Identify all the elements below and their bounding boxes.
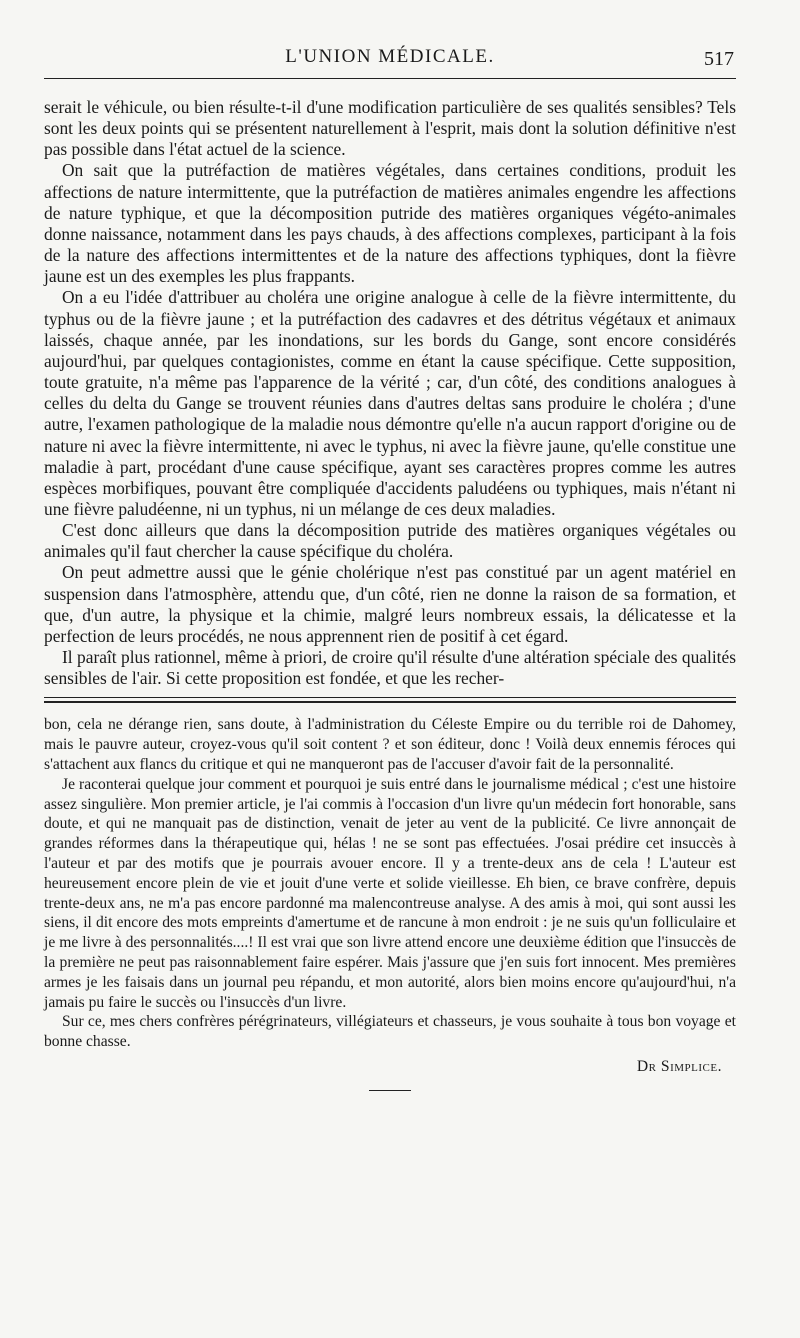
main-text <box>44 97 736 689</box>
header-rule <box>44 78 736 79</box>
page <box>44 40 736 1091</box>
paragraph: On sait que la putréfaction de matières végétales, dans certaines conditions, produit les affections de nature intermittente, que la putréfaction de matières animales engendre les affections de nature typhique, et que la décomposition putride des matières organiques végéto-animales donne naissance, notamment dans les pays chauds, à des affections complexes, participant à la fois de la nature des affections intermittentes et de la nature des affections typhiques, dont la fièvre jaune est un des exemples les plus frappants. <box>44 160 736 287</box>
end-rule <box>369 1090 411 1091</box>
paragraph: C'est donc ailleurs que dans la décomposition putride des matières organiques végétales ou animales qu'il faut chercher la cause spécifique du choléra. <box>44 520 736 562</box>
paragraph: serait le véhicule, ou bien résulte-t-il d'une modification particulière de ses qualités sensibles? Tels sont les deux points qui se présentent naturellement à l'esprit, mais dont la solution définitive n'est pas possible dans l'état actuel de la science. <box>44 97 736 160</box>
footnote-rule <box>44 697 736 703</box>
paragraph: On peut admettre aussi que le génie cholérique n'est pas constitué par un agent matériel en suspension dans l'atmosphère, attendu que, d'un côté, rien ne donne la raison de sa formation, et que, d'un autre, la physique et la chimie, malgré leurs nombreux essais, la délicatesse et la perfection de leurs procédés, ne nous apprennent rien de positif à cet égard. <box>44 562 736 646</box>
signature: Dr Simplice. <box>636 1057 722 1075</box>
page-header <box>44 40 736 76</box>
footnote-paragraph: Sur ce, mes chers confrères pérégrinateurs, villégiateurs et chasseurs, je vous souhaite à tous bon voyage et bonne chasse. <box>44 1013 736 1051</box>
paragraph: Il paraît plus rationnel, même à priori, de croire qu'il résulte d'une altération spéciale des qualités sensibles de l'air. Si cette proposition est fondée, et que les recher- <box>44 647 736 689</box>
paragraph: On a eu l'idée d'attribuer au choléra une origine analogue à celle de la fièvre intermittente, du typhus ou de la fièvre jaune ; et la putréfaction des cadavres et des détritus végétaux et animaux laissés, chaque année, par les inondations, sur les bords du Gange, sont encore considérés aujourd'hui, par quelques contagionistes, comme en étant la cause spécifique. Cette supposition, toute gratuite, n'a même pas l'apparence de la vérité ; car, d'un côté, des conditions analogues à celles du delta du Gange se trouvent réunies dans d'autres deltas sans produire le choléra ; d'une autre, l'examen pathologique de la maladie nous démontre qu'elle n'a aucun rapport d'origine ou de nature ni avec la fièvre intermittente, ni avec le typhus, ni avec la fièvre jaune, qu'elle constitue une maladie à part, procédant d'une cause spécifique, ayant ses caractères propres comme les autres espèces morbifiques, pouvant être compliquée d'accidents paludéens ou typhiques, mais n'étant ni une fièvre paludéenne, ni un typhus, ni un mélange de ces deux maladies. <box>44 287 736 519</box>
running-title: L'UNION MÉDICALE. <box>285 46 495 67</box>
page-number: 517 <box>704 48 734 70</box>
footnote-paragraph: Je raconterai quelque jour comment et pourquoi je suis entré dans le journalisme médical ; c'est une histoire assez singulière. Mon premier article, je l'ai commis à l'occasion d'un livre qu'un médecin fort honorable, sans doute, et qui ne manquait pas de distinction, venait de jeter au vent de la publicité. Ce livre annonçait de grandes réformes dans la thérapeutique qui, hélas ! ne se sont pas effectuées. J'osai prédire cet insuccès à l'auteur et par des motifs que je pourrais avouer encore. Il y a trente-deux ans de cela ! L'auteur est heureusement encore plein de vie et jouit d'une verte et solide vieillesse. Eh bien, ce brave confrère, depuis trente-deux ans, ne m'a pas encore pardonné ma malencontreuse analyse. A des amis à moi, qui sont aussi les siens, il dit encore des mots empreints d'amertume et de rancune à mon endroit : je ne suis qu'un folliculaire et je me livre à des personnalités....! Il est vrai que son livre attend encore une deuxième édition que l'insuccès de la première ne peut pas raisonnablement faire espérer. Mais j'assure que j'en suis fort innocent. Mes premières armes je les faisais dans un journal peu répandu, et mon autorité, alors bien moins encore qu'aujourd'hui, n'a jamais pu faire le succès ou l'insuccès d'un livre. <box>44 775 736 1011</box>
footnote <box>44 715 736 1091</box>
footnote-paragraph: bon, cela ne dérange rien, sans doute, à l'administration du Céleste Empire ou du terrible roi de Dahomey, mais le pauvre auteur, croyez-vous qu'il soit content ? et son éditeur, donc ! Voilà deux ennemis féroces qui s'attachent aux flancs du critique et qui ne manqueront pas de l'accuser d'avoir fait de la personnalité. <box>44 716 736 773</box>
